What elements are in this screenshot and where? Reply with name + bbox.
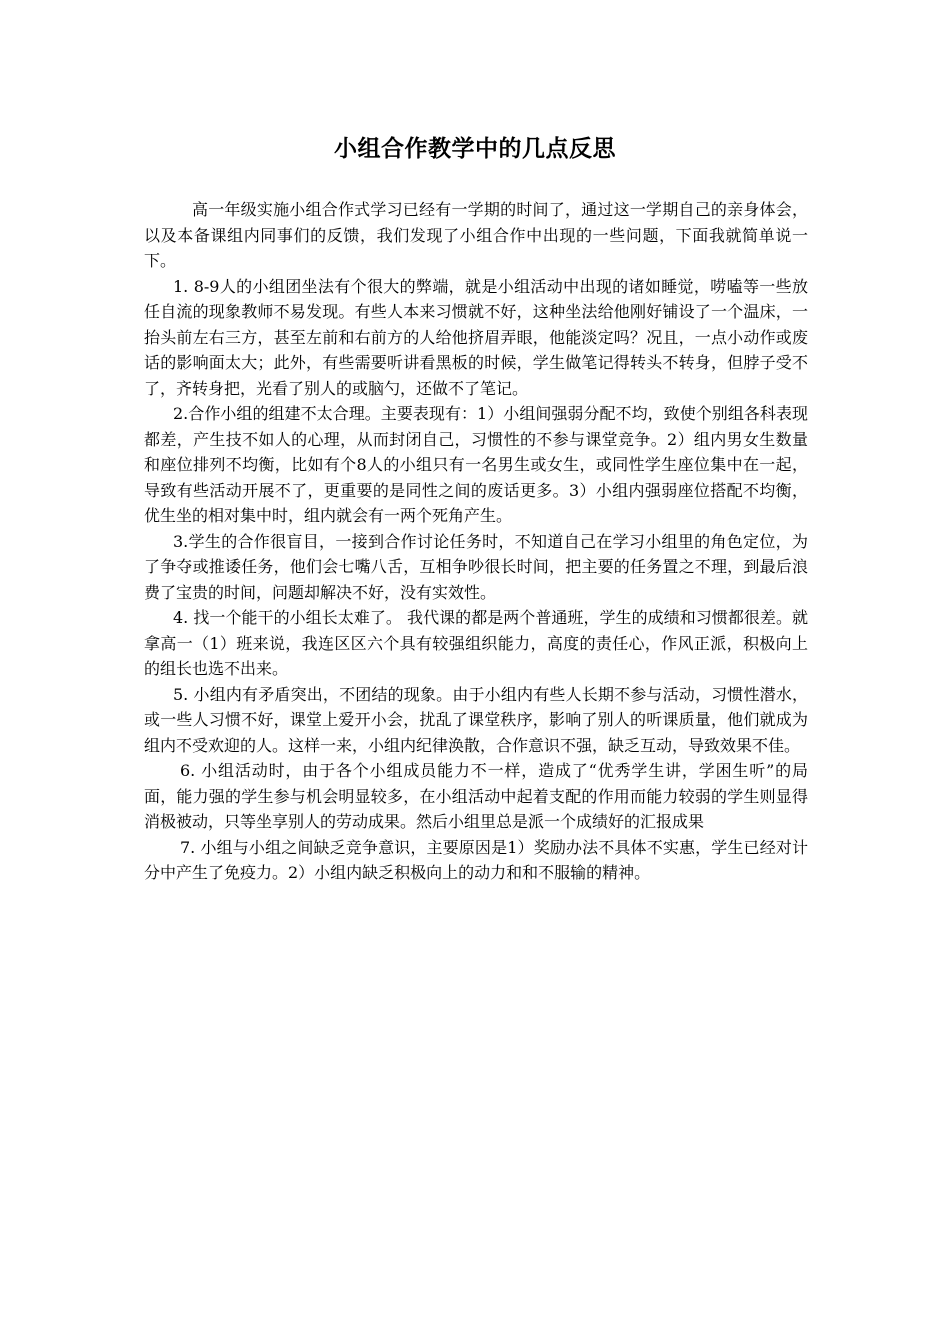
point-4-paragraph: 4. 找一个能干的小组长太难了。 我代课的都是两个普通班，学生的成绩和习惯都很差。就拿高一（1）班来说，我连区区六个具有较强组织能力，高度的责任心，作风正派，积极向上的组长也选不出来。 xyxy=(144,608,808,678)
point-6-paragraph: 6. 小组活动时，由于各个小组成员能力不一样，造成了“优秀学生讲，学困生听”的局面，能力强的学生参与机会明显较多，在小组活动中起着支配的作用而能力较弱的学生则显得消极被动，只等坐享别人的劳动成果。然后小组里总是派一个成绩好的汇报成果 xyxy=(144,761,808,831)
intro-paragraph: 高一年级实施小组合作式学习已经有一学期的时间了，通过这一学期自己的亲身体会，以及本备课组内同事们的反馈，我们发现了小组合作中出现的一些问题，下面我就简单说一下。 xyxy=(144,200,808,270)
point-2-paragraph: 2.合作小组的组建不太合理。主要表现有：1）小组间强弱分配不均，致使个别组各科表现都差，产生技不如人的心理，从而封闭自己，习惯性的不参与课堂竞争。2）组内男女生数量和座位排列不均衡，比如有个8人的小组只有一名男生或女生，或同性学生座位集中在一起，导致有些活动开展不了，更重要的是同性之间的废话更多。3）小组内强弱座位搭配不均衡，优生坐的相对集中时，组内就会有一两个死角产生。 xyxy=(144,404,808,525)
point-7-paragraph: 7. 小组与小组之间缺乏竞争意识，主要原因是1）奖励办法不具体不实惠，学生已经对计分中产生了免疫力。2）小组内缺乏积极向上的动力和和不服输的精神。 xyxy=(144,837,808,882)
point-3-paragraph: 3.学生的合作很盲目，一接到合作讨论任务时，不知道自己在学习小组里的角色定位，为了争夺或推诿任务，他们会七嘴八舌，互相争吵很长时间，把主要的任务置之不理，到最后浪费了宝贵的时间，问题却解决不好，没有实效性。 xyxy=(144,531,808,602)
document-title: 小组合作教学中的几点反思 xyxy=(334,135,616,162)
point-5-paragraph: 5. 小组内有矛盾突出，不团结的现象。由于小组内有些人长期不参与活动，习惯性潜水，或一些人习惯不好，课堂上爱开小会，扰乱了课堂秩序，影响了别人的听课质量，他们就成为组内不受欢迎的人。这样一来，小组内纪律涣散，合作意识不强，缺乏互动，导致效果不佳。 xyxy=(144,684,808,755)
point-1-paragraph: 1. 8-9人的小组团坐法有个很大的弊端，就是小组活动中出现的诸如睡觉，唠嗑等一些放任自流的现象教师不易发现。有些人本来习惯就不好，这种坐法给他刚好铺设了一个温床，一抬头前左右三方，甚至左前和右前方的人给他挤眉弄眼，他能淡定吗？况且，一点小动作或废话的影响面太大；此外，有些需要听讲看黑板的时候，学生做笔记得转头不转身，但脖子受不了，齐转身把，光看了别人的或脑勺，还做不了笔记。 xyxy=(144,276,808,398)
document-body xyxy=(144,197,808,886)
